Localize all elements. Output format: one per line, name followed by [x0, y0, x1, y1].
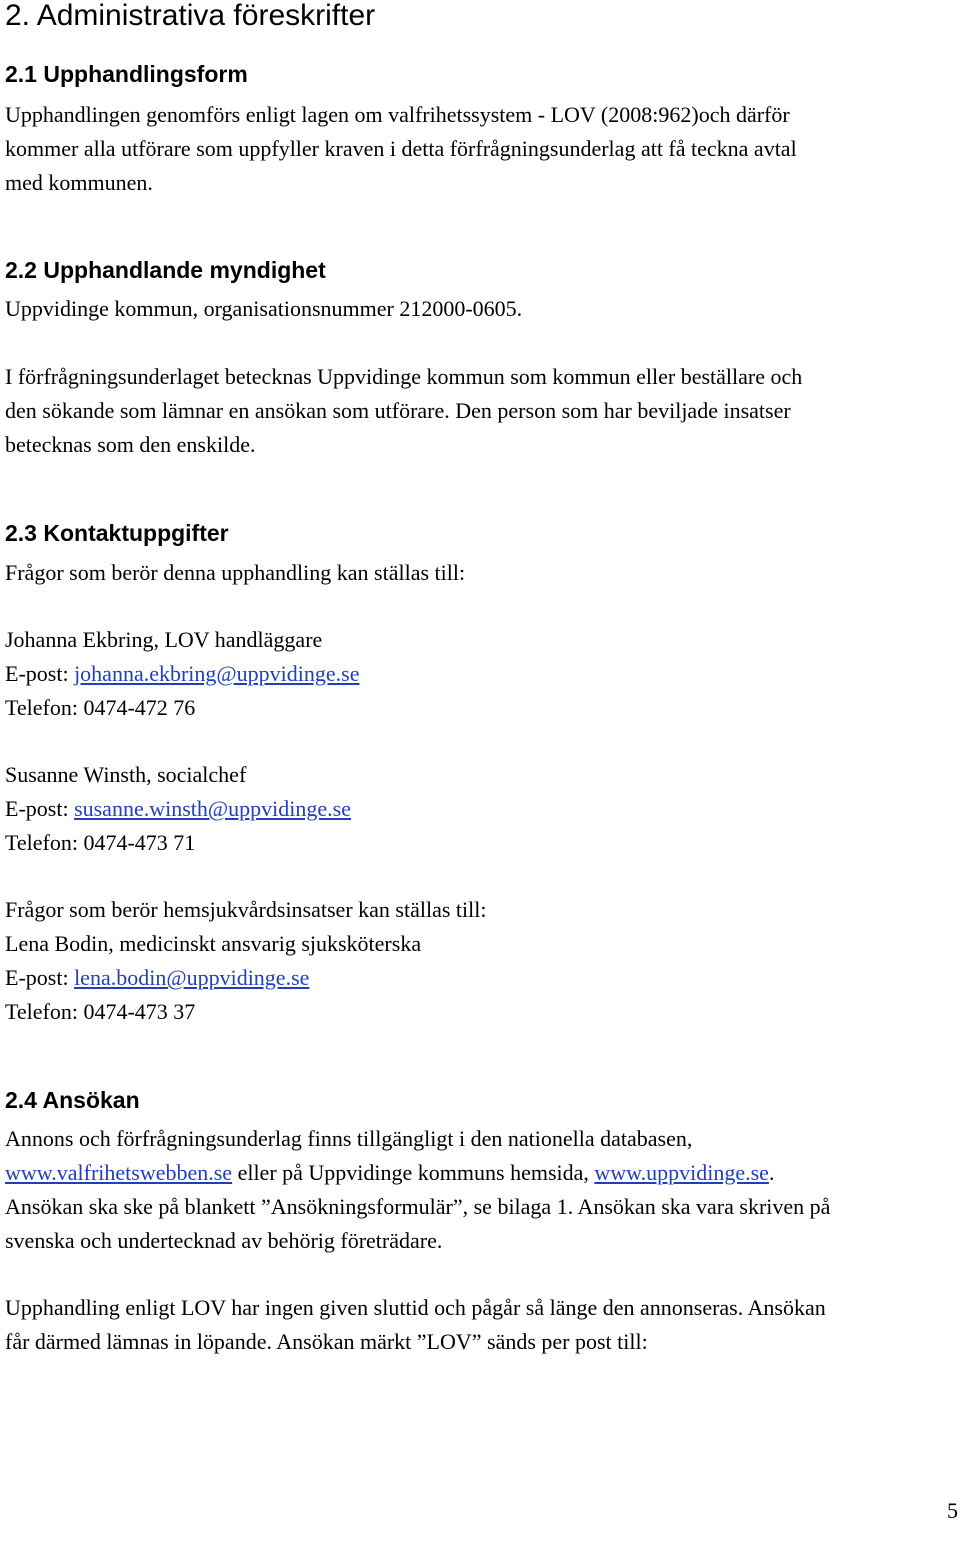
contact-3-name: Lena Bodin, medicinskt ansvarig sjuksköterska [5, 931, 422, 956]
contact-1-email-line [5, 657, 359, 691]
s22-org-line: Uppvidinge kommun, organisationsnummer 212000-0605. [5, 296, 523, 321]
s22-line-1: I förfrågningsunderlaget betecknas Uppvidinge kommun som kommun eller beställare och [5, 364, 803, 389]
heading-2-1: 2.1 Upphandlingsform [5, 61, 248, 87]
email-label: E-post: [5, 796, 75, 821]
contact-2-email-link[interactable]: susanne.winsth@uppvidinge.se [74, 796, 351, 821]
s24-line-4: svenska och undertecknad av behörig företrädare. [5, 1228, 443, 1253]
contact-3-email-line [5, 961, 309, 995]
email-label: E-post: [5, 661, 75, 686]
s24-line-2-mid: eller på Uppvidinge kommuns hemsida, [232, 1160, 595, 1185]
s24-line-2 [5, 1156, 774, 1190]
contact-3-email-link[interactable]: lena.bodin@uppvidinge.se [74, 965, 310, 990]
contact-3-phone: Telefon: 0474-473 37 [5, 999, 196, 1024]
heading-2-4: 2.4 Ansökan [5, 1087, 140, 1113]
email-label: E-post: [5, 965, 75, 990]
contact-2-name: Susanne Winsth, socialchef [5, 762, 247, 787]
heading-2-2: 2.2 Upphandlande myndighet [5, 257, 326, 283]
s24-line-6: får därmed lämnas in löpande. Ansökan märkt ”LOV” sänds per post till: [5, 1329, 648, 1354]
s21-line-2: kommer alla utförare som uppfyller kraven i detta förfrågningsunderlag att få teckna avtal [5, 136, 797, 161]
s23-intro: Frågor som berör denna upphandling kan ställas till: [5, 560, 466, 585]
valfrihetswebben-link[interactable]: www.valfrihetswebben.se [5, 1160, 233, 1185]
contact-1-phone: Telefon: 0474-472 76 [5, 695, 196, 720]
s24-line-2-end: . [768, 1160, 775, 1185]
s24-line-3: Ansökan ska ske på blankett ”Ansökningsformulär”, se bilaga 1. Ansökan ska vara skriven på [5, 1194, 831, 1219]
contact-2-phone: Telefon: 0474-473 71 [5, 830, 196, 855]
s24-line-5: Upphandling enligt LOV har ingen given sluttid och pågår så länge den annonseras. Ansökan [5, 1295, 826, 1320]
uppvidinge-link[interactable]: www.uppvidinge.se [594, 1160, 769, 1185]
s23-intro-2: Frågor som berör hemsjukvårdsinsatser kan ställas till: [5, 897, 487, 922]
s21-line-1: Upphandlingen genomförs enligt lagen om valfrihetssystem - LOV (2008:962)och därför [5, 102, 790, 127]
heading-2-3: 2.3 Kontaktuppgifter [5, 520, 229, 546]
contact-1-name: Johanna Ekbring, LOV handläggare [5, 627, 323, 652]
s24-line-1: Annons och förfrågningsunderlag finns tillgängligt i den nationella databasen, [5, 1126, 693, 1151]
contact-2-email-line [5, 792, 351, 826]
s22-line-2: den sökande som lämnar en ansökan som utförare. Den person som har beviljade insatser [5, 398, 791, 423]
page-number: 5 [947, 1498, 958, 1523]
s22-line-3: betecknas som den enskilde. [5, 432, 256, 457]
page-title: 2. Administrativa föreskrifter [5, 0, 376, 32]
contact-1-email-link[interactable]: johanna.ekbring@uppvidinge.se [74, 661, 360, 686]
s21-line-3: med kommunen. [5, 170, 153, 195]
